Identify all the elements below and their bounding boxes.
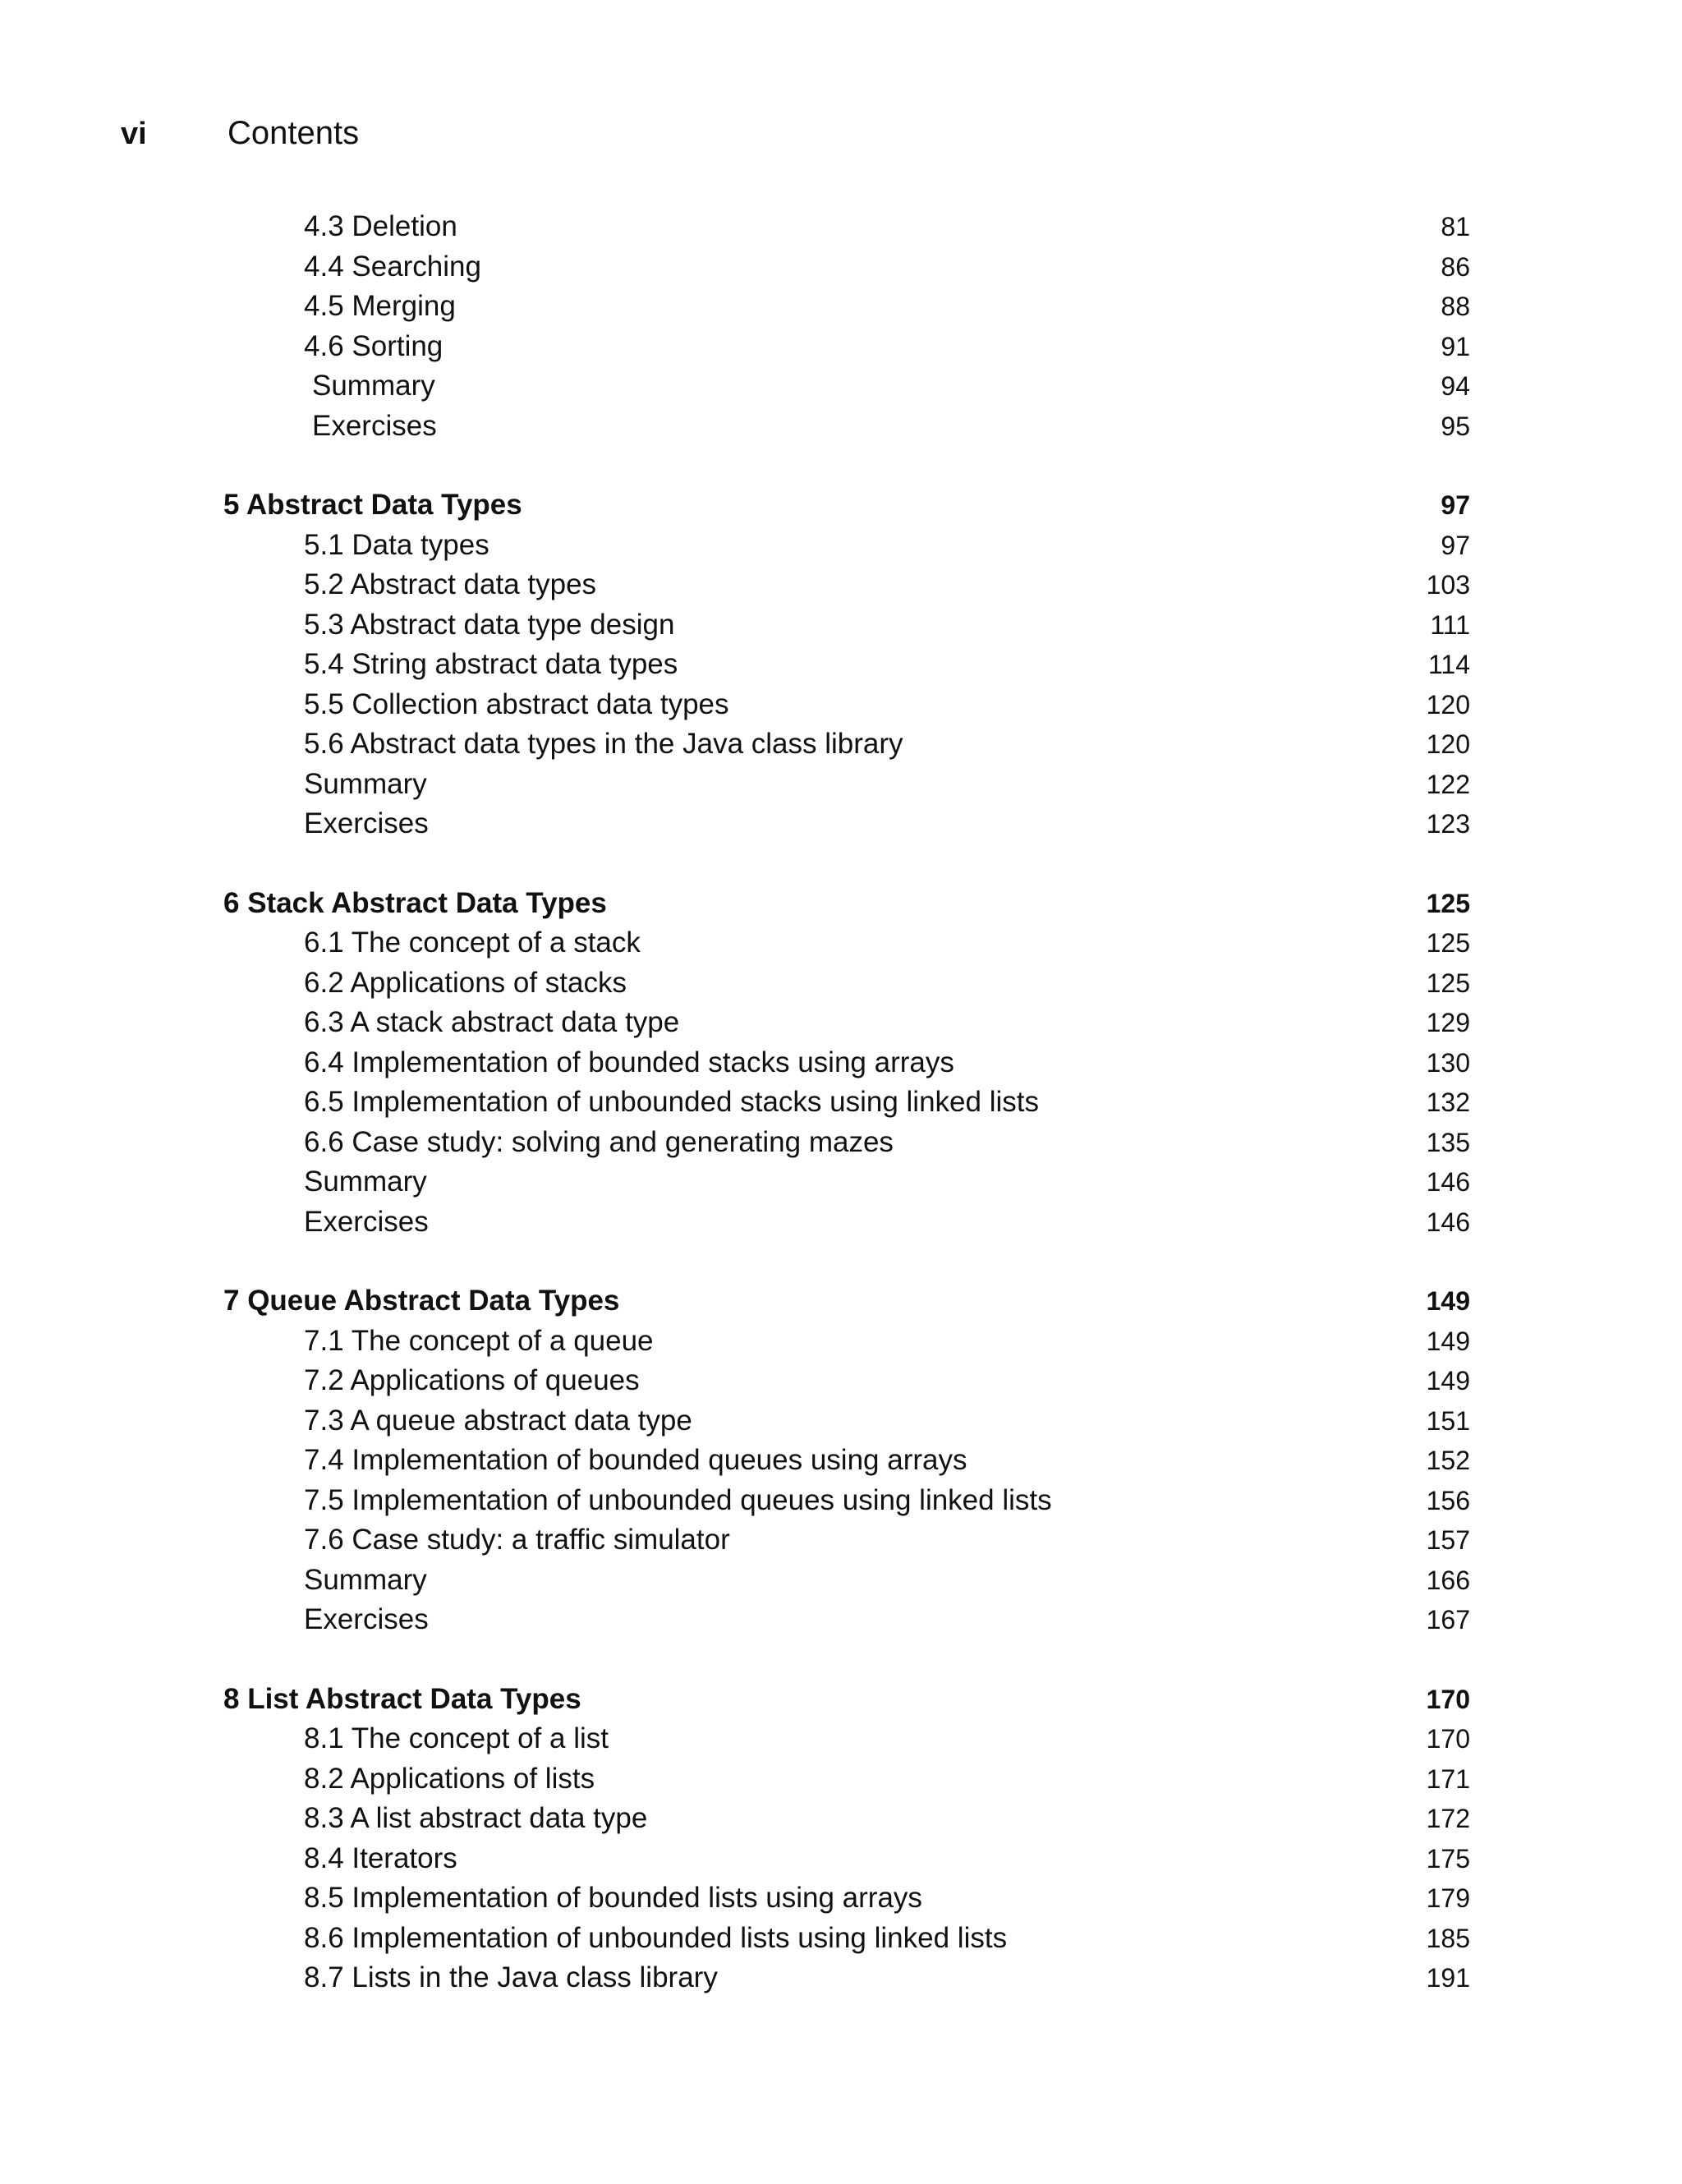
toc-entry-8-7-lists-in-the-java-class-library [222, 1958, 1470, 1998]
entry-page-number: 171 [1426, 1763, 1470, 1794]
entry-page-number: 81 [1441, 212, 1470, 241]
running-head [121, 115, 359, 164]
entry-page-number: 97 [1441, 530, 1470, 560]
toc-section [222, 884, 1470, 1243]
entry-title: 5.6 Abstract data types in the Java class library [304, 728, 903, 760]
entry-page-number: 86 [1441, 251, 1470, 282]
entry-page-number: 130 [1426, 1047, 1470, 1078]
entry-title: 5.5 Collection abstract data types [304, 687, 729, 720]
entry-page-number: 103 [1426, 570, 1470, 600]
toc-entry-5-4-string-abstract-data-types [222, 645, 1470, 685]
toc-entry-8-5-implementation-of-bounded-lists-using-arrays [222, 1878, 1470, 1919]
entry-page-number: 111 [1430, 609, 1470, 640]
toc-entry-exercises [222, 1600, 1470, 1640]
entry-title: 7.6 Case study: a traffic simulator [304, 1524, 730, 1556]
chapter-title: 8 List Abstract Data Types [223, 1682, 581, 1715]
toc-entry-summary [222, 765, 1470, 805]
entry-title: 6.5 Implementation of unbounded stacks using linked lists [304, 1086, 1039, 1118]
toc-section [222, 485, 1470, 844]
entry-title: 4.6 Sorting [304, 329, 443, 362]
entry-page-number: 170 [1426, 1724, 1470, 1754]
toc-entry-6-1-the-concept-of-a-stack [222, 923, 1470, 963]
toc-entry-5-2-abstract-data-types [222, 565, 1470, 605]
entry-page-number: 149 [1426, 1366, 1470, 1395]
entry-page-number: 146 [1426, 1207, 1470, 1237]
chapter-page-number: 149 [1426, 1286, 1470, 1316]
entry-title: 5.3 Abstract data type design [304, 608, 675, 641]
entry-title: Exercises [304, 1205, 429, 1238]
entry-page-number: 179 [1426, 1883, 1470, 1913]
toc-section [222, 1680, 1470, 1998]
toc-entry-summary [222, 366, 1470, 407]
entry-page-number: 156 [1426, 1485, 1470, 1515]
entry-title: 6.1 The concept of a stack [304, 926, 641, 959]
entry-title: 7.5 Implementation of unbounded queues using linked lists [304, 1483, 1052, 1516]
toc-entry-5-1-data-types [222, 526, 1470, 566]
toc-section [222, 1281, 1470, 1640]
toc-entry-7-6-case-study-a-traffic-simulator [222, 1520, 1470, 1561]
entry-page-number: 91 [1441, 331, 1470, 361]
entry-title: 7.3 A queue abstract data type [304, 1404, 692, 1437]
entry-title: 4.3 Deletion [304, 210, 457, 242]
chapter-title: 5 Abstract Data Types [223, 489, 522, 521]
toc-entry-exercises [222, 804, 1470, 844]
toc-entry-exercises [222, 1202, 1470, 1243]
toc-entry-6-3-a-stack-abstract-data-type [222, 1003, 1470, 1043]
chapter-title: 6 Stack Abstract Data Types [223, 886, 607, 919]
entry-title: Summary [304, 1563, 427, 1596]
entry-title: 7.4 Implementation of bounded queues using arrays [304, 1444, 967, 1476]
entry-title: Exercises [312, 409, 437, 442]
toc-entry-5-6-abstract-data-types-in-the-java-class-library [222, 724, 1470, 765]
entry-page-number: 123 [1426, 809, 1470, 839]
entry-title: 8.3 A list abstract data type [304, 1802, 648, 1834]
entry-page-number: 157 [1426, 1525, 1470, 1555]
entry-title: 8.7 Lists in the Java class library [304, 1961, 718, 1993]
entry-page-number: 94 [1441, 371, 1470, 401]
entry-page-number: 167 [1426, 1605, 1470, 1635]
entry-title: Summary [304, 767, 427, 800]
toc-section [222, 207, 1470, 446]
entry-page-number: 166 [1426, 1565, 1470, 1595]
entry-page-number: 175 [1426, 1843, 1470, 1874]
chapter-title: 7 Queue Abstract Data Types [223, 1285, 620, 1317]
chapter-page-number: 170 [1426, 1684, 1470, 1714]
entry-title: Exercises [304, 807, 429, 839]
entry-title: 6.3 A stack abstract data type [304, 1006, 680, 1038]
entry-title: 5.1 Data types [304, 528, 489, 561]
entry-page-number: 172 [1426, 1804, 1470, 1833]
toc-entry-4-4-searching [222, 247, 1470, 287]
toc-entry-7-3-a-queue-abstract-data-type [222, 1401, 1470, 1441]
entry-title: 8.1 The concept of a list [304, 1722, 609, 1754]
entry-title: 6.4 Implementation of bounded stacks using arrays [304, 1046, 954, 1078]
entry-page-number: 125 [1426, 928, 1470, 958]
page-title: Contents [227, 115, 360, 151]
toc-entry-6-5-implementation-of-unbounded-stacks-using-linked-lists [222, 1083, 1470, 1123]
table-of-contents [222, 207, 1470, 2038]
entry-title: 8.2 Applications of lists [304, 1762, 595, 1795]
entry-page-number: 135 [1426, 1127, 1470, 1157]
entry-title: 6.6 Case study: solving and generating mazes [304, 1125, 894, 1158]
toc-chapter-heading [222, 1680, 1470, 1720]
entry-title: 6.2 Applications of stacks [304, 966, 627, 999]
toc-entry-4-3-deletion [222, 207, 1470, 247]
entry-page-number: 149 [1426, 1326, 1470, 1356]
toc-entry-7-2-applications-of-queues [222, 1361, 1470, 1401]
toc-entry-8-3-a-list-abstract-data-type [222, 1799, 1470, 1839]
toc-entry-5-5-collection-abstract-data-types [222, 685, 1470, 725]
entry-title: 5.4 String abstract data types [304, 648, 678, 680]
entry-page-number: 95 [1441, 411, 1470, 441]
toc-entry-7-4-implementation-of-bounded-queues-using-arrays [222, 1441, 1470, 1481]
toc-chapter-heading [222, 485, 1470, 526]
toc-entry-7-5-implementation-of-unbounded-queues-using-linked-lists [222, 1481, 1470, 1521]
entry-page-number: 152 [1426, 1446, 1470, 1475]
entry-title: Summary [304, 1166, 427, 1198]
entry-page-number: 88 [1441, 292, 1470, 321]
chapter-page-number: 97 [1441, 490, 1470, 520]
entry-page-number: 129 [1426, 1008, 1470, 1037]
toc-entry-8-1-the-concept-of-a-list [222, 1719, 1470, 1759]
entry-title: 8.4 Iterators [304, 1841, 457, 1874]
entry-title: 4.5 Merging [304, 290, 456, 322]
entry-title: 7.2 Applications of queues [304, 1364, 640, 1396]
entry-page-number: 146 [1426, 1167, 1470, 1197]
entry-page-number: 185 [1426, 1923, 1470, 1953]
entry-title: Summary [312, 370, 435, 402]
toc-entry-6-2-applications-of-stacks [222, 963, 1470, 1004]
entry-page-number: 120 [1426, 689, 1470, 720]
toc-entry-summary [222, 1162, 1470, 1202]
entry-title: 7.1 The concept of a queue [304, 1324, 654, 1357]
entry-title: Exercises [304, 1603, 429, 1635]
page-folio: vi [121, 117, 147, 151]
toc-entry-8-6-implementation-of-unbounded-lists-using-linked-lists [222, 1919, 1470, 1959]
entry-page-number: 151 [1426, 1405, 1470, 1436]
entry-title: 8.5 Implementation of bounded lists using arrays [304, 1882, 922, 1914]
entry-page-number: 125 [1426, 968, 1470, 998]
toc-entry-7-1-the-concept-of-a-queue [222, 1322, 1470, 1362]
toc-entry-5-3-abstract-data-type-design [222, 605, 1470, 646]
entry-page-number: 120 [1426, 729, 1470, 759]
entry-page-number: 122 [1426, 769, 1470, 799]
entry-title: 5.2 Abstract data types [304, 568, 597, 600]
toc-chapter-heading [222, 1281, 1470, 1322]
toc-entry-6-4-implementation-of-bounded-stacks-using-arrays [222, 1043, 1470, 1083]
entry-page-number: 114 [1427, 650, 1470, 679]
entry-title: 4.4 Searching [304, 250, 481, 283]
toc-entry-8-4-iterators [222, 1839, 1470, 1879]
toc-entry-4-5-merging [222, 287, 1470, 327]
entry-page-number: 191 [1426, 1963, 1470, 1993]
toc-entry-4-6-sorting [222, 327, 1470, 367]
toc-entry-6-6-case-study-solving-and-generating-mazes [222, 1123, 1470, 1163]
toc-chapter-heading [222, 884, 1470, 924]
entry-page-number: 132 [1426, 1087, 1470, 1117]
toc-entry-exercises [222, 407, 1470, 447]
toc-entry-summary [222, 1561, 1470, 1601]
chapter-page-number: 125 [1426, 888, 1470, 918]
entry-title: 8.6 Implementation of unbounded lists using linked lists [304, 1921, 1008, 1954]
toc-entry-8-2-applications-of-lists [222, 1759, 1470, 1800]
